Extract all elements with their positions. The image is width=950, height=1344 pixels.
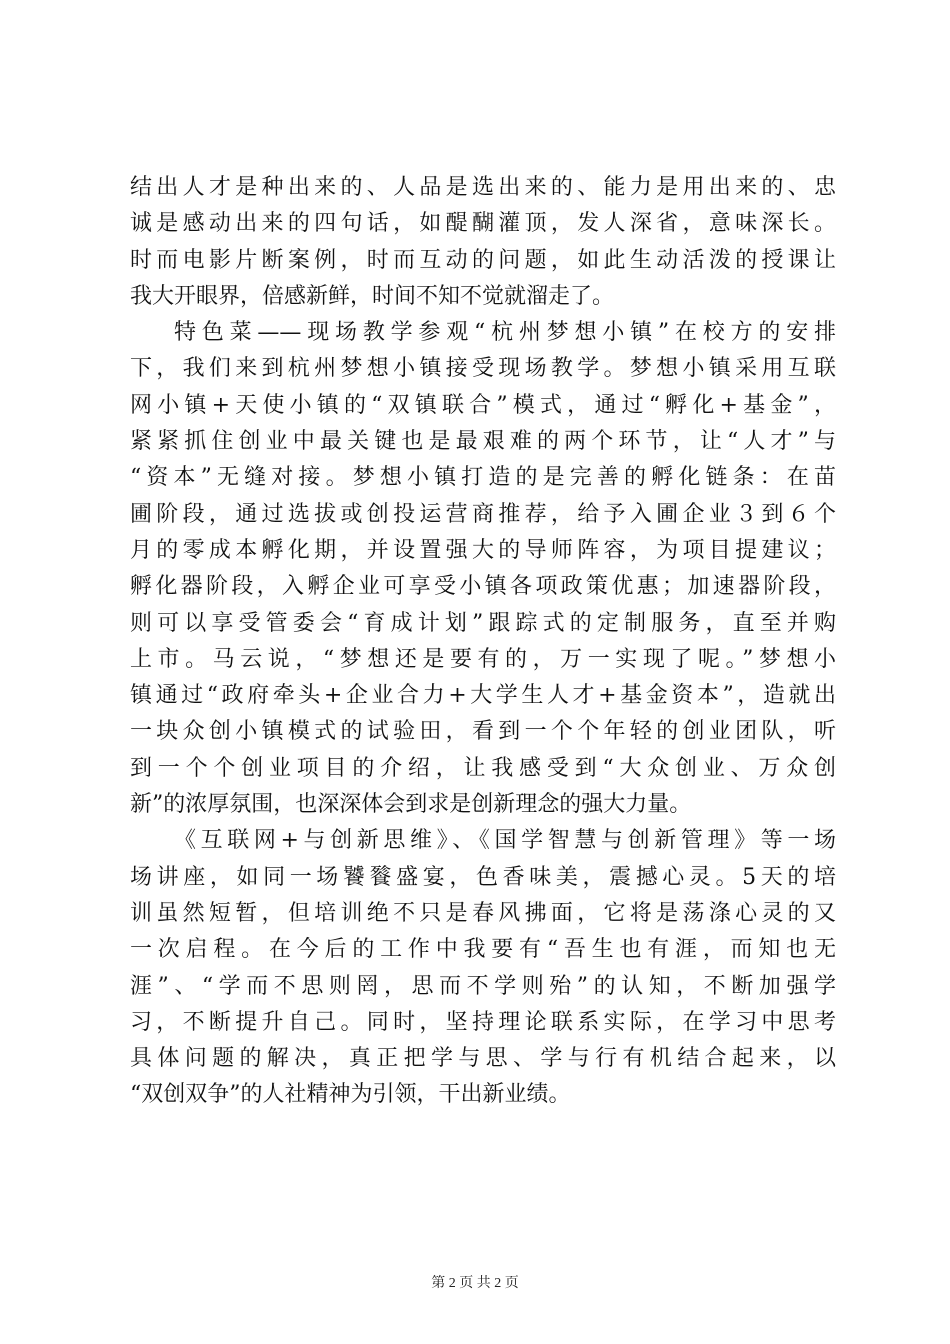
text-line: 下，我们来到杭州梦想小镇接受现场教学。梦想小镇采用互联 (130, 356, 836, 382)
text-line: 结出人才是种出来的、人品是选出来的、能力是用出来的、忠 (130, 175, 836, 200)
text-line: 训虽然短暂，但培训绝不只是春风拂面，它将是荡涤心灵的又 (130, 900, 836, 926)
page-number-footer: 第 2 页 共 2 页 (431, 1276, 519, 1291)
text-line: 诚是感动出来的四句话，如醍醐灌顶，发人深省，意味深长。 (130, 211, 836, 237)
text-line: 《互联网+与创新思维》、《国学智慧与创新管理》等一场 (174, 828, 836, 854)
text-line: 习，不断提升自己。同时，坚持理论联系实际，在学习中思考 (130, 1009, 836, 1035)
text-line: 场讲座，如同一场饕餮盛宴，色香味美，震撼心灵。5天的培 (130, 864, 836, 890)
text-line: 涯”、“学而不思则罔，思而不学则殆”的认知，不断加强学 (130, 973, 836, 999)
text-line: 孵化器阶段，入孵企业可享受小镇各项政策优惠；加速器阶段， (130, 574, 836, 600)
text-line: 一次启程。在今后的工作中我要有“吾生也有涯，而知也无 (130, 937, 836, 963)
text-line: 则可以享受管委会“育成计划”跟踪式的定制服务，直至并购 (130, 610, 836, 636)
text-line: 具体问题的解决，真正把学与思、学与行有机结合起来，以 (130, 1046, 836, 1072)
text-line: 新”的浓厚氛围，也深深体会到求是创新理念的强大力量。 (130, 792, 692, 818)
text-line: 镇通过“政府牵头+企业合力+大学生人才+基金资本”，造就出 (130, 683, 836, 709)
text-line: 圃阶段，通过选拔或创投运营商推荐，给予入圃企业３到６个 (130, 501, 836, 527)
text-line: 月的零成本孵化期，并设置强大的导师阵容，为项目提建议； (130, 537, 836, 563)
text-line: 我大开眼界，倍感新鲜，时间不知不觉就溜走了。 (130, 283, 615, 309)
text-line: 一块众创小镇模式的试验田，看到一个个年轻的创业团队，听 (130, 719, 836, 745)
text-line: 紧紧抓住创业中最关键也是最艰难的两个环节，让“人才”与 (130, 429, 836, 455)
text-line: “资本”无缝对接。梦想小镇打造的是完善的孵化链条：在苗 (130, 465, 836, 491)
text-line: 到一个个创业项目的介绍，让我感受到“大众创业、万众创 (130, 755, 836, 781)
text-line: 上市。马云说，“梦想还是要有的，万一实现了呢。”梦想小 (130, 646, 836, 672)
text-line: 特色菜——现场教学参观“杭州梦想小镇”在校方的安排 (174, 320, 836, 346)
text-line: 时而电影片断案例，时而互动的问题，如此生动活泼的授课让 (130, 247, 836, 273)
text-line: “双创双争”的人社精神为引领，干出新业绩。 (130, 1082, 571, 1108)
document-body (130, 170, 836, 1114)
text-line: 网小镇+天使小镇的“双镇联合”模式，通过“孵化+基金”， (130, 392, 836, 418)
